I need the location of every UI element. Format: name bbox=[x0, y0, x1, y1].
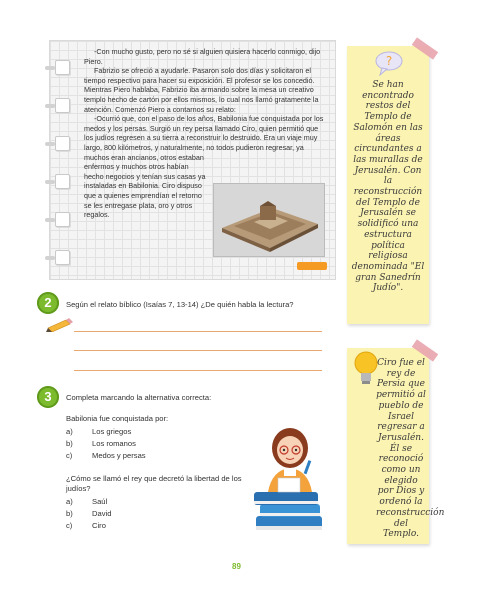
binder-ring bbox=[45, 142, 55, 146]
option-text[interactable]: Saúl bbox=[92, 497, 108, 506]
story-paragraph: -Con mucho gusto, pero no sé si alguien quisiera hacerlo conmigo, dijo Piero. bbox=[84, 47, 321, 66]
story-paragraph: -Ocurrió que, con el paso de los años, Babilonia fue conquistada por los medos y los persas. Surgió un rey persa llamado Ciro, quien permitió que los judíos regresen a su tierra a reconstruir lo destruido. Era un viaje muy largo, 800 kilómetros, y naturalmente, no todos pudieron regresar, ya bbox=[84, 114, 324, 152]
question-number-badge: 3 bbox=[37, 386, 59, 408]
svg-text:?: ? bbox=[385, 54, 393, 68]
option-letter[interactable]: c) bbox=[66, 451, 73, 460]
story-paragraph: muchos eran ancianos, otros estaban enfermos y muchos otros habían hecho negocios y tenían sus casas ya instaladas en Babilonia. Ciro dispuso que a quienes emprendían el retorno se les entregase plata, oro y otros regalos. bbox=[84, 152, 206, 220]
option-text[interactable]: Los griegos bbox=[92, 427, 132, 436]
girl-with-books-illustration bbox=[250, 420, 332, 541]
page-number: 89 bbox=[232, 562, 241, 571]
pencil-icon bbox=[46, 318, 74, 337]
binder-ring bbox=[45, 218, 55, 222]
option-letter[interactable]: c) bbox=[66, 521, 73, 530]
question-prompt: Babilonia fue conquistada por: bbox=[66, 414, 169, 423]
note-temple-text: Se han encontrado restos del Templo de Salomón en las áreas circundantes a las murallas de Jerusalén. Con la reconstrucción del Templo de Jerusalén se solidificó una estructura política religiosa denominada "El gran Sanedrín Judío". bbox=[351, 80, 425, 294]
option-letter[interactable]: a) bbox=[66, 427, 73, 436]
image-caption-tag bbox=[297, 262, 327, 270]
binder-tab bbox=[55, 250, 70, 265]
binder-tab bbox=[55, 98, 70, 113]
binder-ring bbox=[45, 180, 55, 184]
temple-model-image bbox=[213, 183, 325, 257]
option-text[interactable]: Medos y persas bbox=[92, 451, 146, 460]
story-paragraph: Fabrizio se ofreció a ayudarle. Pasaron solo dos días y solicitaron el tiempo respectivo para hacer su exposición. El profesor se los concedió. Mientras Piero hablaba, Fabrizio iba armando sobre la mesa un creativo templo hecho de cartón por ellos mismos, lo cual nos llamó gratamente la atención. Comenzó Piero a contarnos su relato: bbox=[84, 66, 319, 114]
option-text[interactable]: David bbox=[92, 509, 112, 518]
binder-tab bbox=[55, 136, 70, 151]
option-text[interactable]: Los romanos bbox=[92, 439, 136, 448]
option-text[interactable]: Ciro bbox=[92, 521, 106, 530]
option-letter[interactable]: a) bbox=[66, 497, 73, 506]
binder-tab bbox=[55, 212, 70, 227]
binder-tab bbox=[55, 60, 70, 75]
binder-ring bbox=[45, 104, 55, 108]
binder-ring bbox=[45, 66, 55, 70]
binder-tab bbox=[55, 174, 70, 189]
question-prompt: ¿Cómo se llamó el rey que decretó la libertad de los judíos? bbox=[66, 474, 242, 493]
question-bubble-icon bbox=[374, 50, 404, 81]
question-3-text: Completa marcando la alternativa correcta: bbox=[66, 393, 212, 402]
binder-ring bbox=[45, 256, 55, 260]
note-ciro-text: Ciro fue el rey de Persia que permitió al pueblo de Israel regresar a Jerusalén. Él se reconoció como un elegido por Dios y ordenó la reconstrucción del Templo. bbox=[376, 358, 445, 540]
answer-line[interactable] bbox=[74, 331, 322, 332]
question-number-badge: 2 bbox=[37, 292, 59, 314]
option-letter[interactable]: b) bbox=[66, 509, 73, 518]
answer-line[interactable] bbox=[74, 370, 322, 371]
question-2-text: Según el relato bíblico (Isaías 7, 13-14) ¿De quién habla la lectura? bbox=[66, 300, 294, 309]
answer-line[interactable] bbox=[74, 350, 322, 351]
option-letter[interactable]: b) bbox=[66, 439, 73, 448]
